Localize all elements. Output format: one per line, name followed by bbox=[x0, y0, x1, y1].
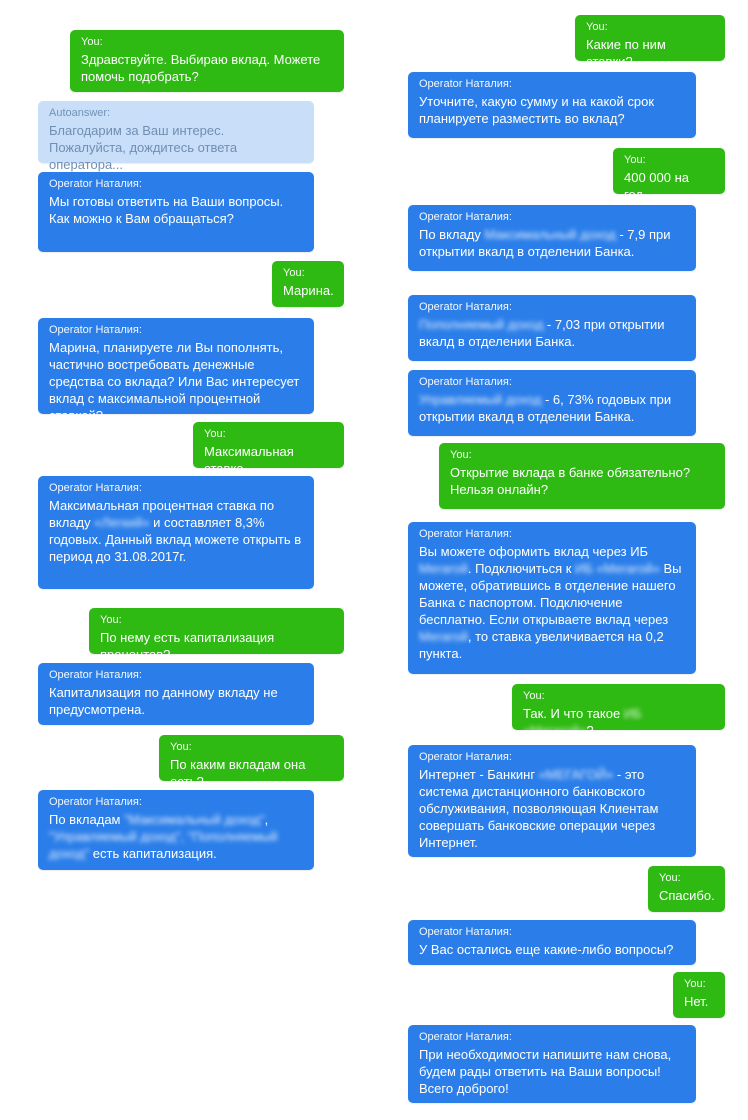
message-user bbox=[439, 443, 725, 509]
message-operator bbox=[408, 370, 696, 436]
message-user bbox=[159, 735, 344, 789]
message-sender: You: bbox=[283, 267, 305, 279]
message-text: Так. И что такое ИБ «Мегагой»? bbox=[523, 706, 642, 738]
message-text: Максимальная процентная ставка по вкладу «Легкий» и составляет 8,3% годовых. Данный вклад можете открыть в период до 31.08.2017г. bbox=[49, 498, 302, 564]
redacted-text: «Легкий» bbox=[94, 515, 150, 530]
message-text: Открытие вклада в банке обязательно? Нельзя онлайн? bbox=[450, 465, 691, 497]
message-operator bbox=[408, 72, 696, 138]
redacted-text: "Максимальный доход" bbox=[124, 812, 265, 827]
message-sender: Operator Наталия: bbox=[49, 178, 142, 190]
message-user bbox=[512, 684, 725, 738]
message-user bbox=[613, 148, 725, 202]
message-autoanswer bbox=[38, 101, 314, 172]
message-text: Какие по ним ставки? bbox=[586, 37, 666, 69]
message-user bbox=[89, 608, 344, 662]
message-sender: You: bbox=[586, 21, 608, 33]
message-operator bbox=[38, 476, 314, 589]
message-text: При необходимости напишите нам снова, будем рады ответить на Ваши вопросы! Всего доброго! bbox=[419, 1047, 672, 1096]
message-text: Нет. bbox=[684, 994, 709, 1009]
message-operator bbox=[38, 663, 314, 725]
message-sender: You: bbox=[624, 154, 646, 166]
message-text: Максимальная ставка. bbox=[204, 444, 294, 476]
redacted-text: Мегагой bbox=[419, 561, 468, 576]
message-sender: Operator Наталия: bbox=[49, 324, 142, 336]
message-text: 400 000 на год. bbox=[624, 170, 690, 202]
redacted-text: ИБ «Мегагой» bbox=[575, 561, 660, 576]
message-text: Управляемый доход - 6, 73% годовых при открытии вкалд в отделении Банка. bbox=[419, 392, 672, 424]
message-user bbox=[575, 15, 725, 69]
message-user bbox=[648, 866, 725, 912]
message-text: По каким вкладам она есть? bbox=[170, 757, 306, 789]
redacted-text: «МЕГАГОЙ» bbox=[538, 767, 614, 782]
message-text: Уточните, какую сумму и на какой срок планируете разместить во вклад? bbox=[419, 94, 655, 126]
message-sender: You: bbox=[523, 690, 545, 702]
message-user bbox=[272, 261, 344, 307]
message-user bbox=[70, 30, 344, 92]
message-text: Благодарим за Ваш интерес. Пожалуйста, дождитесь ответа оператора... bbox=[49, 123, 238, 172]
message-text: Спасибо. bbox=[659, 888, 715, 903]
message-sender: Operator Наталия: bbox=[419, 528, 512, 540]
redacted-text: Максимальный доход bbox=[484, 227, 616, 242]
message-text: По вкладам "Максимальный доход", "Управляемый доход", "Пополняемый доход" есть капитализация. bbox=[49, 812, 278, 861]
message-sender: Operator Наталия: bbox=[419, 376, 512, 388]
message-text: Марина, планируете ли Вы пополнять, частично востребовать денежные средства со вклада? Или Вас интересует вклад с максимальной процентной ставкой? bbox=[49, 340, 300, 423]
message-operator bbox=[408, 1025, 696, 1103]
message-text: Вы можете оформить вклад через ИБ Мегагой. Подключиться к ИБ «Мегагой» Вы можете, обратившись в отделение нашего Банка с паспортом. Подключение бесплатно. Если открываете вклад через Мегагой, то ставка увеличивается на 0,2 пункта. bbox=[419, 544, 682, 661]
message-sender: Operator Наталия: bbox=[419, 1031, 512, 1043]
message-sender: You: bbox=[450, 449, 472, 461]
message-text: Пополняемый доход - 7,03 при открытии вкалд в отделении Банка. bbox=[419, 317, 665, 349]
message-text: По нему есть капитализация процентов? bbox=[100, 630, 275, 662]
message-sender: Autoanswer: bbox=[49, 107, 111, 119]
message-sender: You: bbox=[204, 428, 226, 440]
message-operator bbox=[408, 295, 696, 361]
message-user bbox=[193, 422, 344, 476]
message-sender: Operator Наталия: bbox=[419, 926, 512, 938]
message-sender: You: bbox=[684, 978, 706, 990]
redacted-text: Мегагой bbox=[419, 629, 468, 644]
message-text: Капитализация по данному вкладу не предусмотрена. bbox=[49, 685, 278, 717]
message-operator bbox=[408, 522, 696, 674]
redacted-text: ИБ «Мегагой» bbox=[523, 706, 642, 738]
message-operator bbox=[38, 790, 314, 870]
message-sender: Operator Наталия: bbox=[49, 796, 142, 808]
message-sender: You: bbox=[659, 872, 681, 884]
message-sender: Operator Наталия: bbox=[49, 482, 142, 494]
message-sender: Operator Наталия: bbox=[419, 78, 512, 90]
message-text: Марина. bbox=[283, 283, 334, 298]
redacted-text: Пополняемый доход bbox=[419, 317, 544, 332]
message-sender: You: bbox=[100, 614, 122, 626]
message-text: По вкладу Максимальный доход - 7,9 при открытии вкалд в отделении Банка. bbox=[419, 227, 671, 259]
message-operator bbox=[38, 172, 314, 252]
message-text: У Вас остались еще какие-либо вопросы? bbox=[419, 942, 674, 957]
message-text: Здравствуйте. Выбираю вклад. Можете помочь подобрать? bbox=[81, 52, 321, 84]
message-operator bbox=[408, 920, 696, 965]
message-operator bbox=[408, 205, 696, 271]
redacted-text: "Управляемый доход", "Пополняемый доход" bbox=[49, 829, 278, 861]
message-sender: You: bbox=[170, 741, 192, 753]
message-sender: Operator Наталия: bbox=[419, 751, 512, 763]
message-user bbox=[673, 972, 725, 1018]
message-sender: You: bbox=[81, 36, 103, 48]
message-operator bbox=[38, 318, 314, 423]
message-sender: Operator Наталия: bbox=[419, 301, 512, 313]
message-operator bbox=[408, 745, 696, 857]
message-text: Интернет - Банкинг «МЕГАГОЙ» - это система дистанционного банковского обслуживания, позволяющая Клиентам совершать банковские операции через Интернет. bbox=[419, 767, 659, 850]
message-sender: Operator Наталия: bbox=[49, 669, 142, 681]
message-sender: Operator Наталия: bbox=[419, 211, 512, 223]
redacted-text: Управляемый доход bbox=[419, 392, 542, 407]
message-text: Мы готовы ответить на Ваши вопросы. Как можно к Вам обращаться? bbox=[49, 194, 284, 226]
